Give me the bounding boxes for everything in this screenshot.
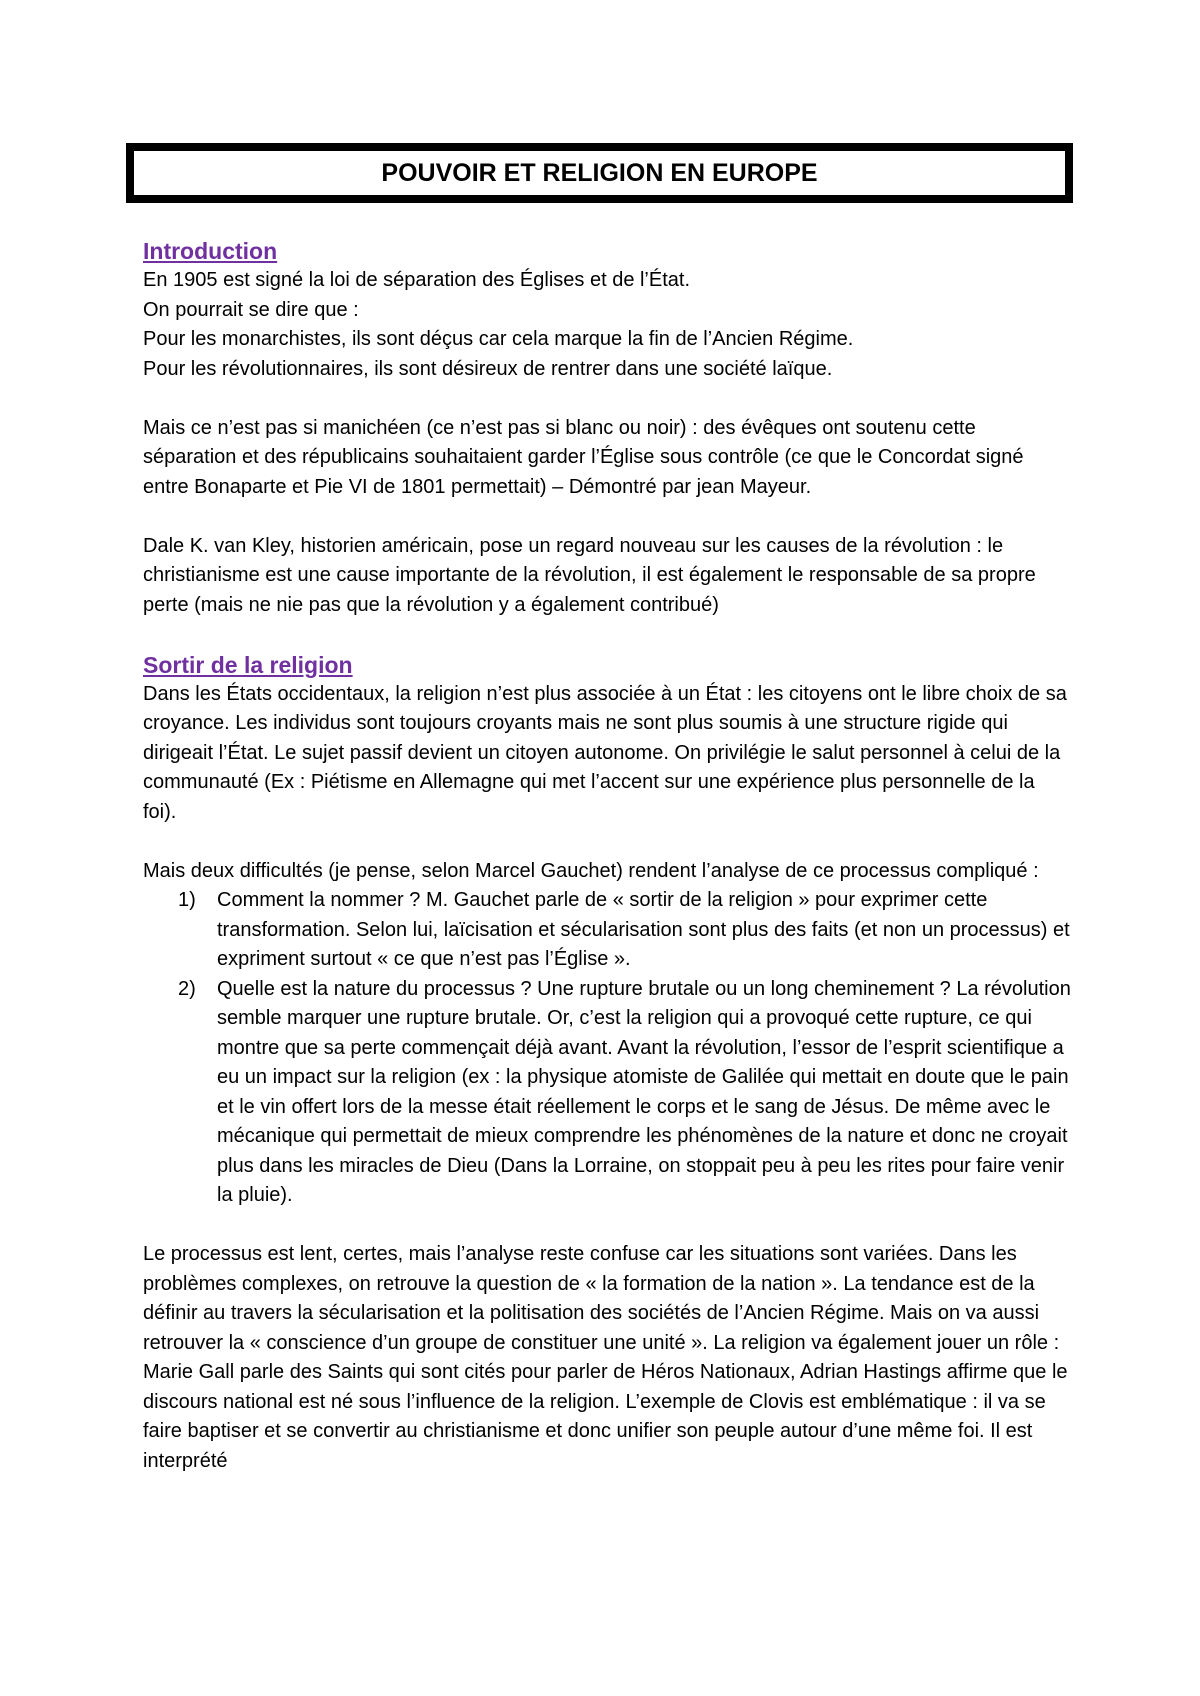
intro-paragraph-3: Dale K. van Kley, historien américain, pose un regard nouveau sur les causes de la révolution : le christianisme est une cause importante de la révolution, il est également le responsable de sa propre perte (mais ne nie pas que la révolution y a également contribué) — [143, 534, 1036, 616]
list-item-number: 1) — [178, 889, 196, 911]
paragraph-gap — [143, 384, 1073, 414]
intro-line-3: Pour les monarchistes, ils sont déçus car cela marque la fin de l’Ancien Régime. — [143, 328, 854, 350]
sortir-paragraph-2: Mais deux difficultés (je pense, selon Marcel Gauchet) rendent l’analyse de ce processus compliqué : — [143, 859, 1039, 882]
paragraph-gap — [143, 620, 1073, 650]
list-item-number: 2) — [178, 977, 196, 1000]
section-heading-introduction: Introduction — [143, 238, 278, 264]
paragraph-gap — [143, 827, 1073, 857]
intro-line-4: Pour les révolutionnaires, ils sont désireux de rentrer dans une société laïque. — [143, 357, 833, 380]
intro-paragraph-2: Mais ce n’est pas si manichéen (ce n’est pas si blanc ou noir) : des évêques ont soutenu cette séparation et des républicains souhaitaient garder l’Église sous contrôle (ce que le Concordat signé entre Bonaparte et Pie VI de 1801 permettait) – Démontré par jean Mayeur. — [143, 416, 1024, 498]
section-heading-sortir: Sortir de la religion — [143, 651, 353, 678]
intro-line-1: En 1905 est signé la loi de séparation des Églises et de l’État. — [143, 269, 691, 291]
paragraph-gap — [143, 1211, 1073, 1241]
paragraph-gap — [143, 502, 1073, 532]
document-title: POUVOIR ET RELIGION EN EUROPE — [381, 158, 818, 187]
list-item — [143, 886, 1073, 975]
numbered-list — [143, 886, 1073, 1211]
title-box — [126, 143, 1073, 203]
list-item-text: Quelle est la nature du processus ? Une rupture brutale ou un long cheminement ? La révolution semble marquer une rupture brutale. Or, c’est la religion qui a provoqué cette rupture, ce qui montre que sa perte commençait déjà avant. Avant la révolution, l’essor de l’esprit scientifique a eu un impact sur la religion (ex : la physique atomiste de Galilée qui mettait en doute que le pain et le vin offert lors de la messe était réellement le corps et le sang de Jésus. De même avec le mécanique qui permettait de mieux comprendre les phénomènes de la nature et donc ne croyait plus dans les miracles de Dieu (Dans la Lorraine, on stoppait peu à peu les rites pour faire venir la pluie). — [217, 977, 1071, 1206]
sortir-paragraph-1: Dans les États occidentaux, la religion n’est plus associée à un État : les citoyens ont le libre choix de sa croyance. Les individus sont toujours croyants mais ne sont plus soumis à une structure rigide qui dirigeait l’État. Le sujet passif devient un citoyen autonome. On privilégie le salut personnel à celui de la communauté (Ex : Piétisme en Allemagne qui met l’accent sur une expérience plus personnelle de la foi). — [143, 682, 1067, 823]
intro-line-2: On pourrait se dire que : — [143, 298, 359, 321]
list-item-text: Comment la nommer ? M. Gauchet parle de « sortir de la religion » pour exprimer cette transformation. Selon lui, laïcisation et sécularisation sont plus des faits (et non un processus) et expriment surtout « ce que n’est pas l’Église ». — [217, 889, 1070, 970]
document-body — [143, 236, 1073, 1476]
sortir-paragraph-3: Le processus est lent, certes, mais l’analyse reste confuse car les situations sont variées. Dans les problèmes complexes, on retrouve la question de « la formation de la nation ». La tendance est de la définir au travers la sécularisation et la politisation des sociétés de l’Ancien Régime. Mais on va aussi retrouver la « conscience d’un groupe de constituer une unité ». La religion va également jouer un rôle : Marie Gall parle des Saints qui sont cités pour parler de Héros Nationaux, Adrian Hastings affirme que le discours national est né sous l’influence de la religion. L’exemple de Clovis est emblématique : il va se faire baptiser et se convertir au christianisme et donc unifier son peuple autour d’une même foi. Il est interprété — [143, 1243, 1068, 1472]
list-item — [143, 975, 1073, 1211]
